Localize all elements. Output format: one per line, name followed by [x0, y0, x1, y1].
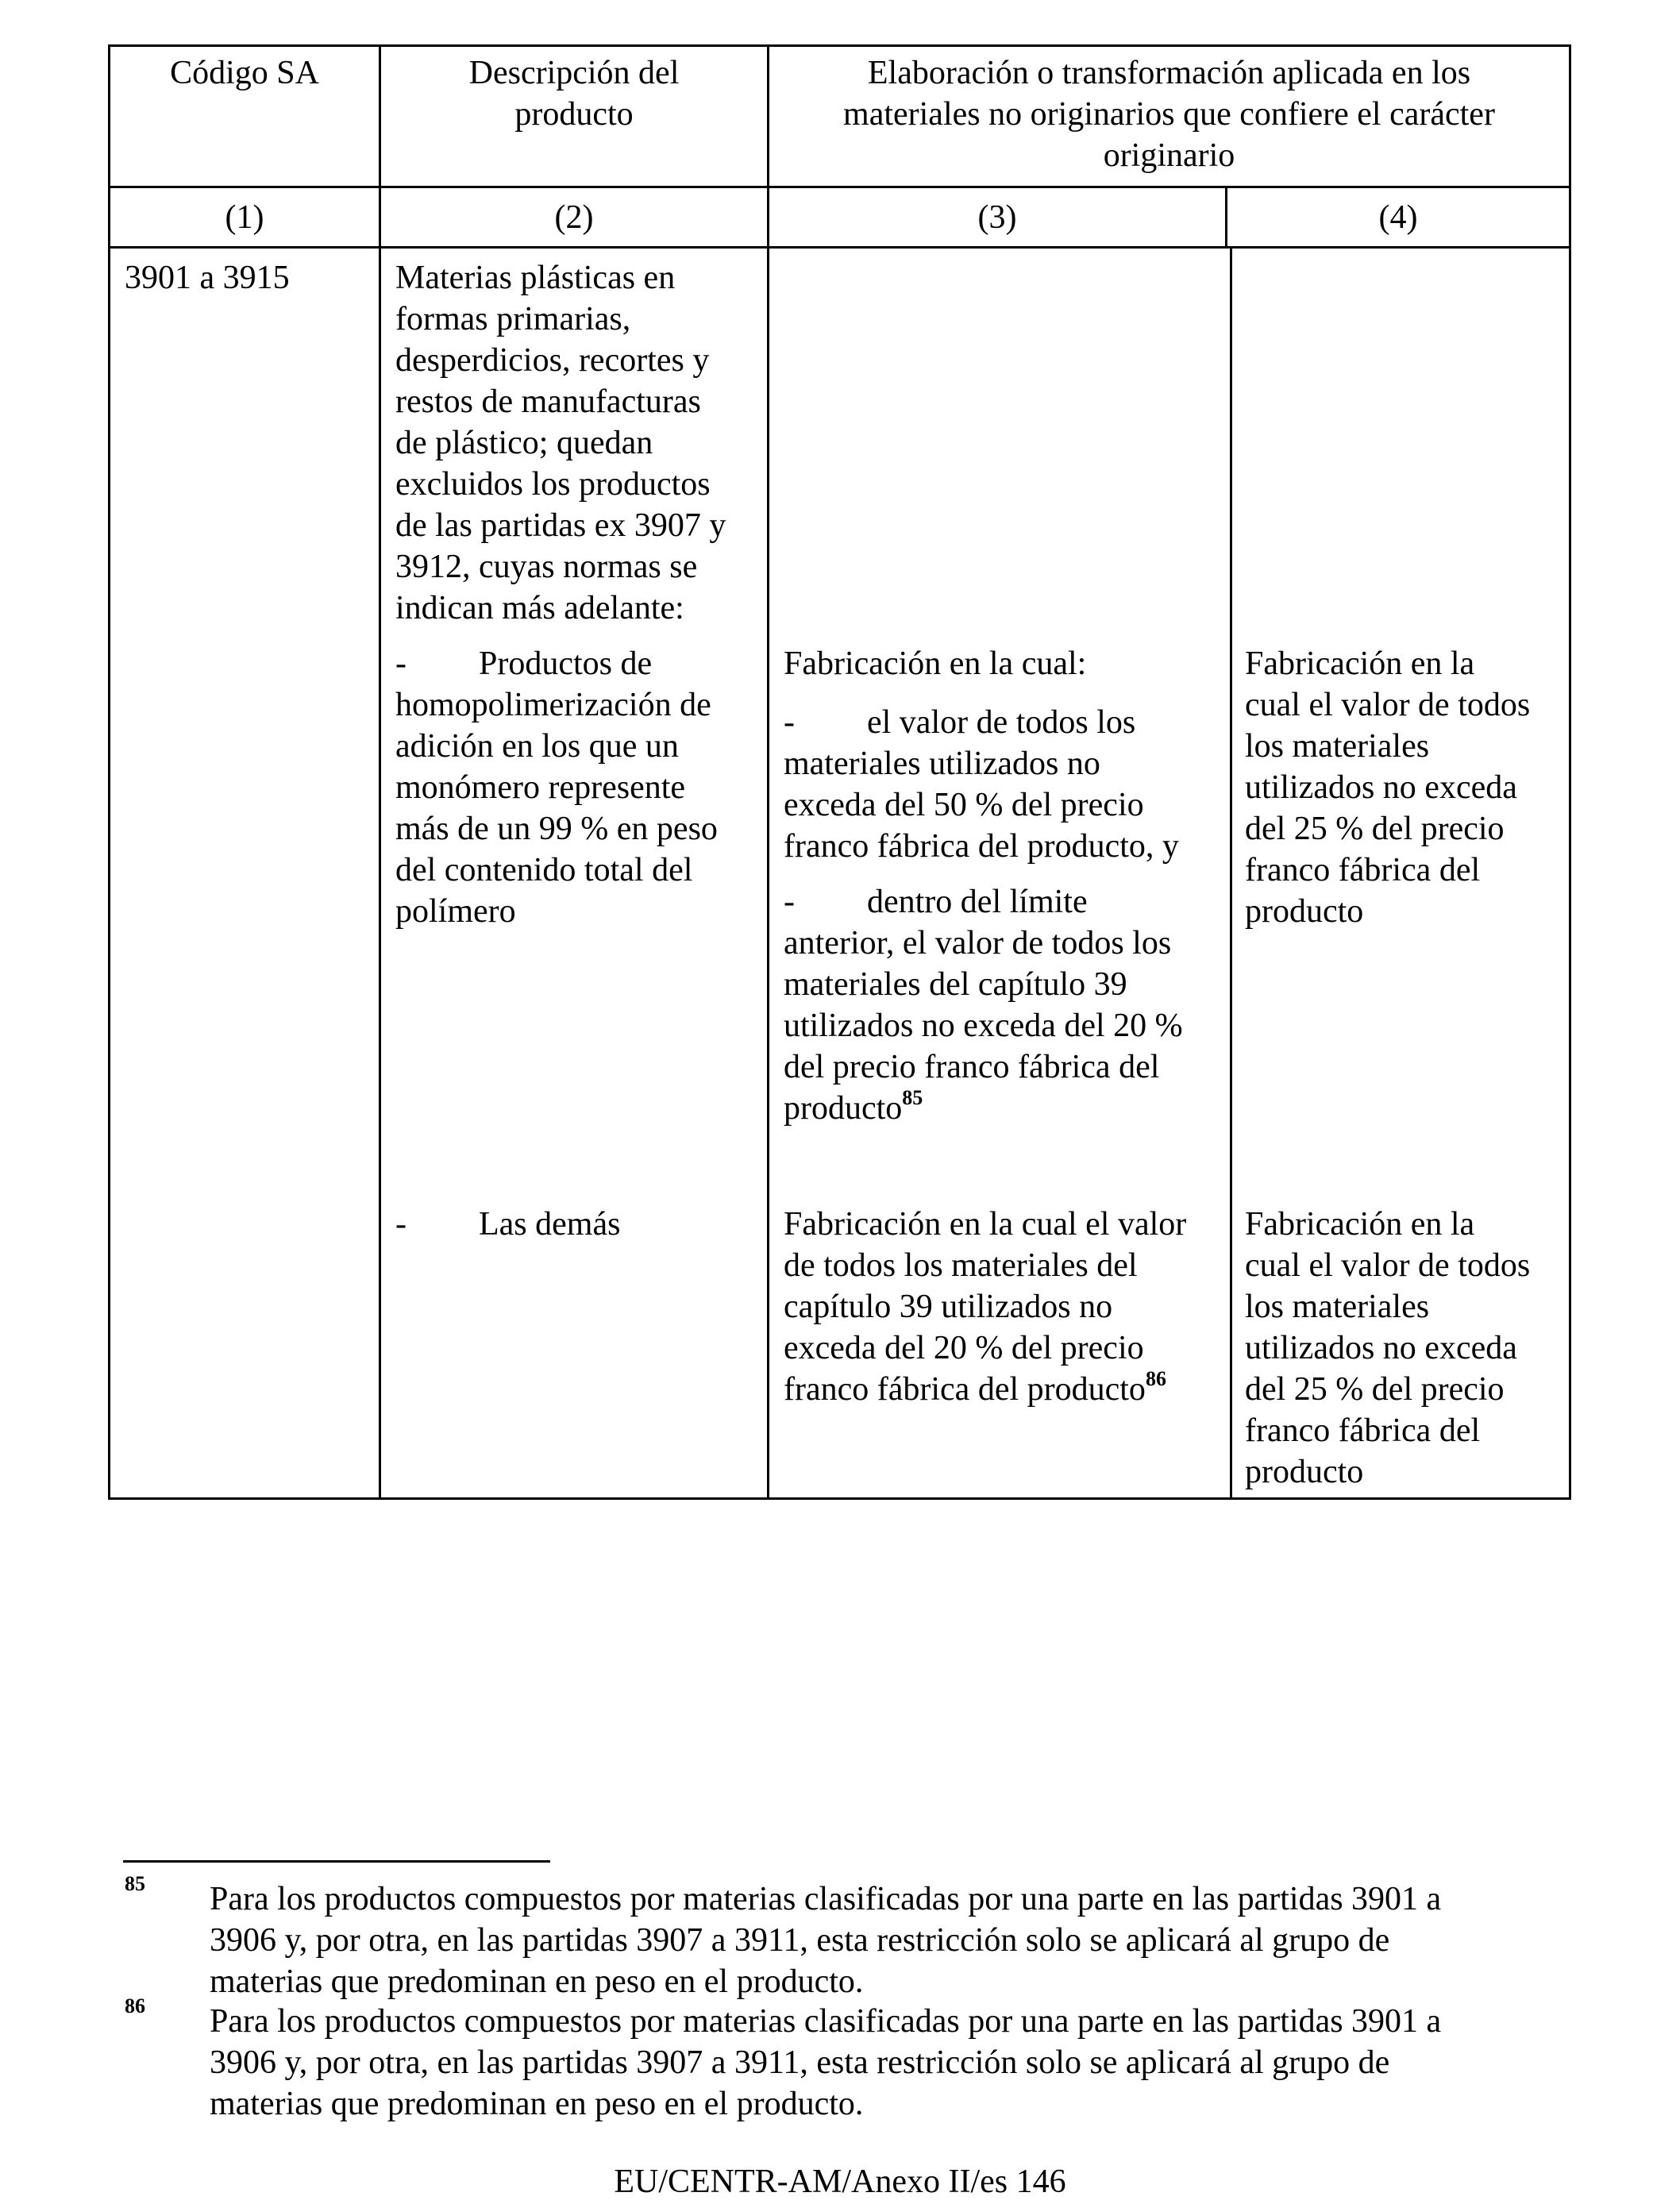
sub1-col4-line: utilizados no exceda — [1245, 769, 1517, 806]
sub1-col4-line: franco fábrica del — [1245, 852, 1481, 888]
sub1-dash-line — [395, 643, 761, 684]
sub2-col4-line: cual el valor de todos — [1245, 1247, 1531, 1284]
sub2-col4-line: los materiales — [1245, 1289, 1430, 1325]
sub2-description-first: Las demás — [479, 1206, 621, 1243]
sub2-col4-line: del 25 % del precio — [1245, 1371, 1505, 1408]
description-line: restos de manufacturas — [395, 383, 701, 420]
sub1-col3-item2-last: producto — [784, 1090, 903, 1127]
description-line: de plástico; quedan — [395, 425, 653, 461]
header-divider — [108, 186, 1571, 188]
sub1-description-line: del contenido total del — [395, 852, 693, 888]
header-elaboration-line: materiales no originarios que confiere el carácter — [843, 96, 1495, 133]
row-code: 3901 a 3915 — [125, 260, 290, 296]
column-number-2: (2) — [554, 199, 594, 236]
footnote-separator — [123, 1860, 550, 1863]
footnote-line: materias que predominan en peso en el producto. — [210, 1963, 864, 2000]
header-code — [110, 52, 379, 94]
sub2-col3-last: franco fábrica del producto — [784, 1371, 1146, 1408]
column-number-divider — [108, 246, 1571, 249]
sub1-col3-item1-line: materiales utilizados no — [784, 746, 1100, 782]
table-border-bottom — [108, 1497, 1571, 1500]
sub1-col3-item2-line: materiales del capítulo 39 — [784, 966, 1127, 1003]
sub1-description-line: adición en los que un — [395, 728, 679, 765]
sub2-col3-line: exceda del 20 % del precio — [784, 1330, 1144, 1366]
sub1-col3-item2-first: dentro del límite — [867, 884, 1088, 920]
header-description-line: producto — [514, 96, 634, 133]
sub1-col4-line: Fabricación en la — [1245, 645, 1475, 682]
sub2-col3-line: de todos los materiales del — [784, 1247, 1138, 1284]
column-number-4: (4) — [1378, 199, 1418, 236]
sub2-col4-line: franco fábrica del — [1245, 1412, 1481, 1449]
sub1-col3-intro: Fabricación en la cual: — [784, 645, 1087, 682]
sub1-col4-line: los materiales — [1245, 728, 1430, 765]
footnote-line: 3906 y, por otra, en las partidas 3907 a 3911, esta restricción solo se aplicará al grupo de — [210, 1922, 1390, 1959]
footnote-line: materias que predominan en peso en el producto. — [210, 2086, 864, 2122]
sub2-col3-line: Fabricación en la cual el valor — [784, 1206, 1187, 1243]
column-divider-1 — [379, 44, 381, 1500]
sub1-col3-item2-dash: - — [784, 884, 795, 920]
header-description-line: Descripción del — [468, 55, 680, 91]
header-description — [381, 52, 767, 135]
sub1-description-line: homopolimerización de — [395, 687, 711, 723]
sub2-col4-line: Fabricación en la — [1245, 1206, 1475, 1243]
table-border-left — [108, 44, 110, 1500]
footnote-number: 85 — [125, 1872, 145, 1895]
column-divider-3-lower — [1230, 246, 1232, 1500]
footnote-ref-86[interactable]: 86 — [1145, 1367, 1166, 1390]
description-line: excluidos los productos — [395, 466, 711, 503]
sub1-col4 — [1245, 643, 1562, 932]
footnote-number: 86 — [125, 1994, 145, 2017]
footnote-text — [210, 1878, 1551, 2002]
sub1-col3-item2-line: anterior, el valor de todos los — [784, 925, 1172, 961]
table-border-right — [1569, 44, 1571, 1500]
sub2-col4 — [1245, 1204, 1562, 1493]
sub1-col3-item1-line: exceda del 50 % del precio — [784, 787, 1144, 823]
sub1-col3-item2-line: del precio franco fábrica del — [784, 1049, 1160, 1085]
sub2-description — [395, 1204, 761, 1245]
sub1-dash: - — [395, 645, 407, 682]
description-line: de las partidas ex 3907 y — [395, 507, 726, 544]
page-footer: EU/CENTR-AM/Anexo II/es 146 — [614, 2164, 1066, 2200]
sub2-col3-last-line — [784, 1369, 1228, 1410]
header-elaboration — [769, 52, 1569, 176]
sub1-col3-item2-last-line — [784, 1088, 1228, 1129]
column-divider-2 — [767, 44, 769, 1500]
sub2-dash: - — [395, 1206, 407, 1243]
sub1-description-first: Productos de — [479, 645, 653, 682]
sub1-col3-item1 — [784, 702, 1228, 743]
description-line: indican más adelante: — [395, 590, 684, 626]
sub1-col4-line: del 25 % del precio — [1245, 811, 1505, 847]
sub1-description-line: más de un 99 % en peso — [395, 811, 718, 847]
sub2-col3-line: capítulo 39 utilizados no — [784, 1289, 1113, 1325]
column-number-1: (1) — [225, 199, 264, 236]
sub1-col3-item1-first: el valor de todos los — [867, 704, 1136, 741]
sub1-description-line: monómero represente — [395, 769, 686, 806]
heading-description — [395, 257, 761, 629]
header-elaboration-line: Elaboración o transformación aplicada en los — [867, 55, 1471, 91]
description-line: 3912, cuyas normas se — [395, 549, 698, 585]
description-line: desperdicios, recortes y — [395, 342, 710, 379]
header-code-text: Código SA — [170, 55, 319, 91]
footnote-line: 3906 y, por otra, en las partidas 3907 a 3911, esta restricción solo se aplicará al grupo de — [210, 2044, 1390, 2081]
footnote-text — [210, 2001, 1551, 2125]
sub1-col3-item1-line: franco fábrica del producto, y — [784, 828, 1179, 865]
footnote-ref-85[interactable]: 85 — [902, 1086, 923, 1109]
footnote-line: Para los productos compuestos por materias clasificadas por una parte en las partidas 3901 a — [210, 1881, 1442, 1917]
sub1-description-line: polímero — [395, 893, 516, 930]
sub1-col3-item2-line: utilizados no exceda del 20 % — [784, 1008, 1183, 1044]
sub2-col3 — [784, 1204, 1228, 1410]
table-border-top — [108, 44, 1571, 47]
sub1-col3-item2 — [784, 881, 1228, 923]
column-number-3: (3) — [977, 199, 1017, 236]
header-elaboration-line: originario — [1103, 137, 1235, 174]
footnote-line: Para los productos compuestos por materias clasificadas por una parte en las partidas 3901 a — [210, 2003, 1442, 2040]
sub1-col4-line: producto — [1245, 893, 1364, 930]
sub1-col4-line: cual el valor de todos — [1245, 687, 1531, 723]
sub1-col3-item1-dash: - — [784, 704, 795, 741]
description-line: formas primarias, — [395, 301, 631, 337]
sub2-col4-line: producto — [1245, 1454, 1364, 1490]
sub2-col4-line: utilizados no exceda — [1245, 1330, 1517, 1366]
description-line: Materias plásticas en — [395, 260, 676, 296]
